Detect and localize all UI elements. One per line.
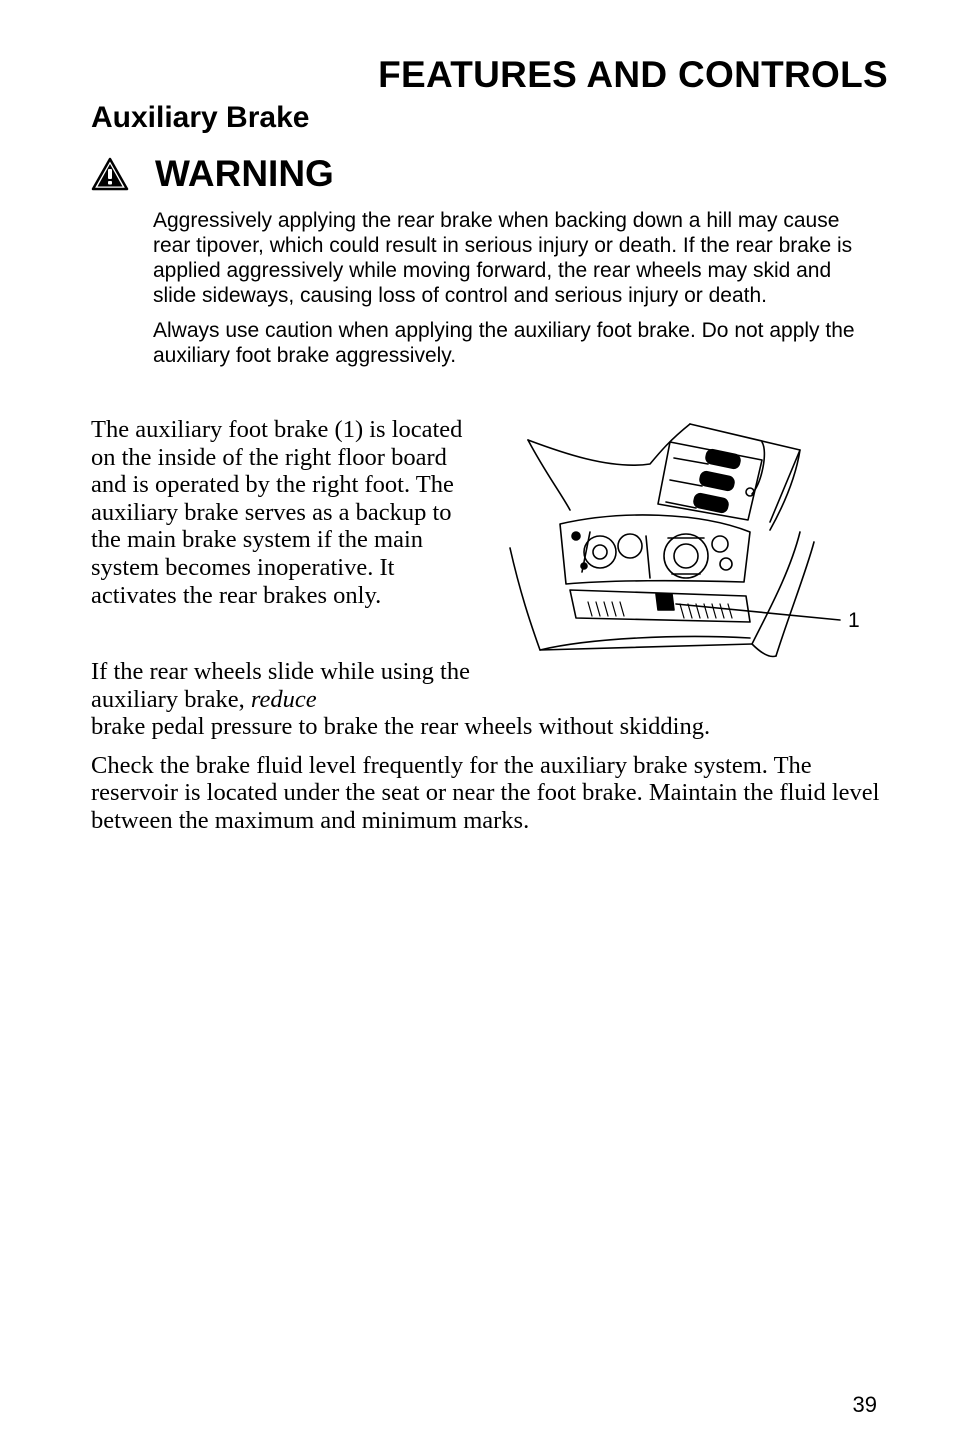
emphasis-reduce: reduce — [250, 685, 317, 713]
auxiliary-brake-illustration — [500, 412, 880, 668]
body-paragraph-foot-brake: The auxiliary foot brake (1) is located on the inside of the right floor board and is operated by the right foot. The auxiliary brake serves as a backup to the main brake system if the main system becomes inoperative. It activates the rear brakes only. — [91, 416, 463, 609]
warning-header — [91, 155, 334, 192]
section-title: Auxiliary Brake — [91, 101, 310, 134]
warning-heading: WARNING — [155, 153, 334, 194]
body-paragraph-reduce-pressure: If the rear wheels slide while using the auxiliary brake, reduce brake pedal pressure to brake the rear wheels without skidding. — [91, 658, 711, 741]
page-header-title: FEATURES AND CONTROLS — [378, 54, 888, 95]
body-paragraph-fluid-level: Check the brake fluid level frequently for the auxiliary brake system. The reservoir is located under the seat or near the foot brake. Maintain the fluid level between the maximum and minimum marks. — [91, 751, 880, 834]
warning-paragraph: Always use caution when applying the auxiliary foot brake. Do not apply the auxiliary foot brake aggressively. — [153, 319, 855, 367]
page-number: 39 — [852, 1392, 877, 1417]
paragraph-continuation: If the rear wheels slide while using the auxiliary brake, reduce — [91, 658, 470, 713]
warning-triangle-icon — [91, 157, 129, 191]
body-full-width-text — [91, 658, 891, 846]
warning-body — [153, 208, 873, 378]
warning-paragraph: Aggressively applying the rear brake when backing down a hill may cause rear tipover, which could result in serious injury or death. If the rear brake is applied aggressively while moving forward, the rear wheels may skid and slide sideways, causing loss of control and serious injury or death. — [153, 209, 853, 307]
body-column-text — [91, 416, 471, 620]
callout-label-1: 1 — [848, 609, 860, 632]
